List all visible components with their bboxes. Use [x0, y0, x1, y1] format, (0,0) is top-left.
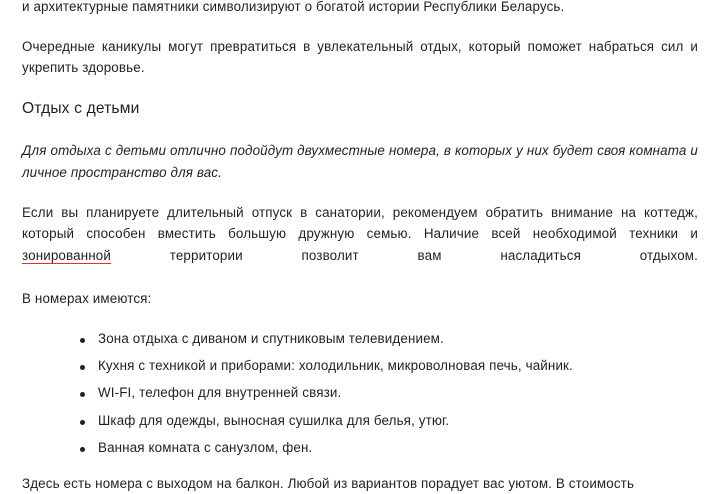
paragraph-cottage-underlined-term: зонированной: [22, 248, 111, 264]
list-intro: В номерах имеются:: [22, 290, 152, 306]
spacer: [22, 18, 698, 36]
heading-rest-with-children: Отдых с детьми: [22, 100, 140, 118]
spacer: [22, 79, 698, 99]
list-item: Шкаф для одежды, выносная сушилка для белья, утюг.: [80, 414, 698, 427]
amenities-list: [22, 332, 698, 455]
spacer: [22, 119, 698, 140]
paragraph-vacation: Очередные каникулы могут превратиться в увлекательный отдых, который поможет набраться сил и укрепить здоровье.: [22, 38, 698, 76]
list-item: WI-FI, телефон для внутренней связи.: [80, 386, 698, 399]
spacer: [22, 455, 698, 473]
spacer: [22, 184, 698, 202]
paragraph-children-rooms: Для отдыха с детьми отлично подойдут двухместные номера, в которых у них будет своя комната и личное пространство для вас.: [22, 143, 698, 181]
list-item: Ванная комната с санузлом, фен.: [80, 441, 698, 454]
list-item: Зона отдыха с диваном и спутниковым телевидением.: [80, 332, 698, 345]
spacer: [22, 310, 698, 332]
paragraph-cottage: [22, 202, 698, 267]
list-item: Кухня с техникой и приборами: холодильник, микроволновая печь, чайник.: [80, 359, 698, 372]
paragraph-balcony: Здесь есть номера с выходом на балкон. Любой из вариантов порадует вас уютом. В стоимость: [22, 475, 635, 491]
spacer: [22, 267, 698, 288]
paragraph-cottage-text-before: Если вы планируете длительный отпуск в санатории, рекомендуем обратить внимание на коттедж, который способен вместить большую дружную семью. Наличие всей необходимой техники и: [22, 204, 698, 242]
paragraph-cottage-text-after: территории позволит вам насладиться отдыхом.: [110, 248, 698, 264]
paragraph-clipped-opening: и архитектурные памятники символизируют о богатой истории Республики Беларусь.: [22, 0, 565, 14]
